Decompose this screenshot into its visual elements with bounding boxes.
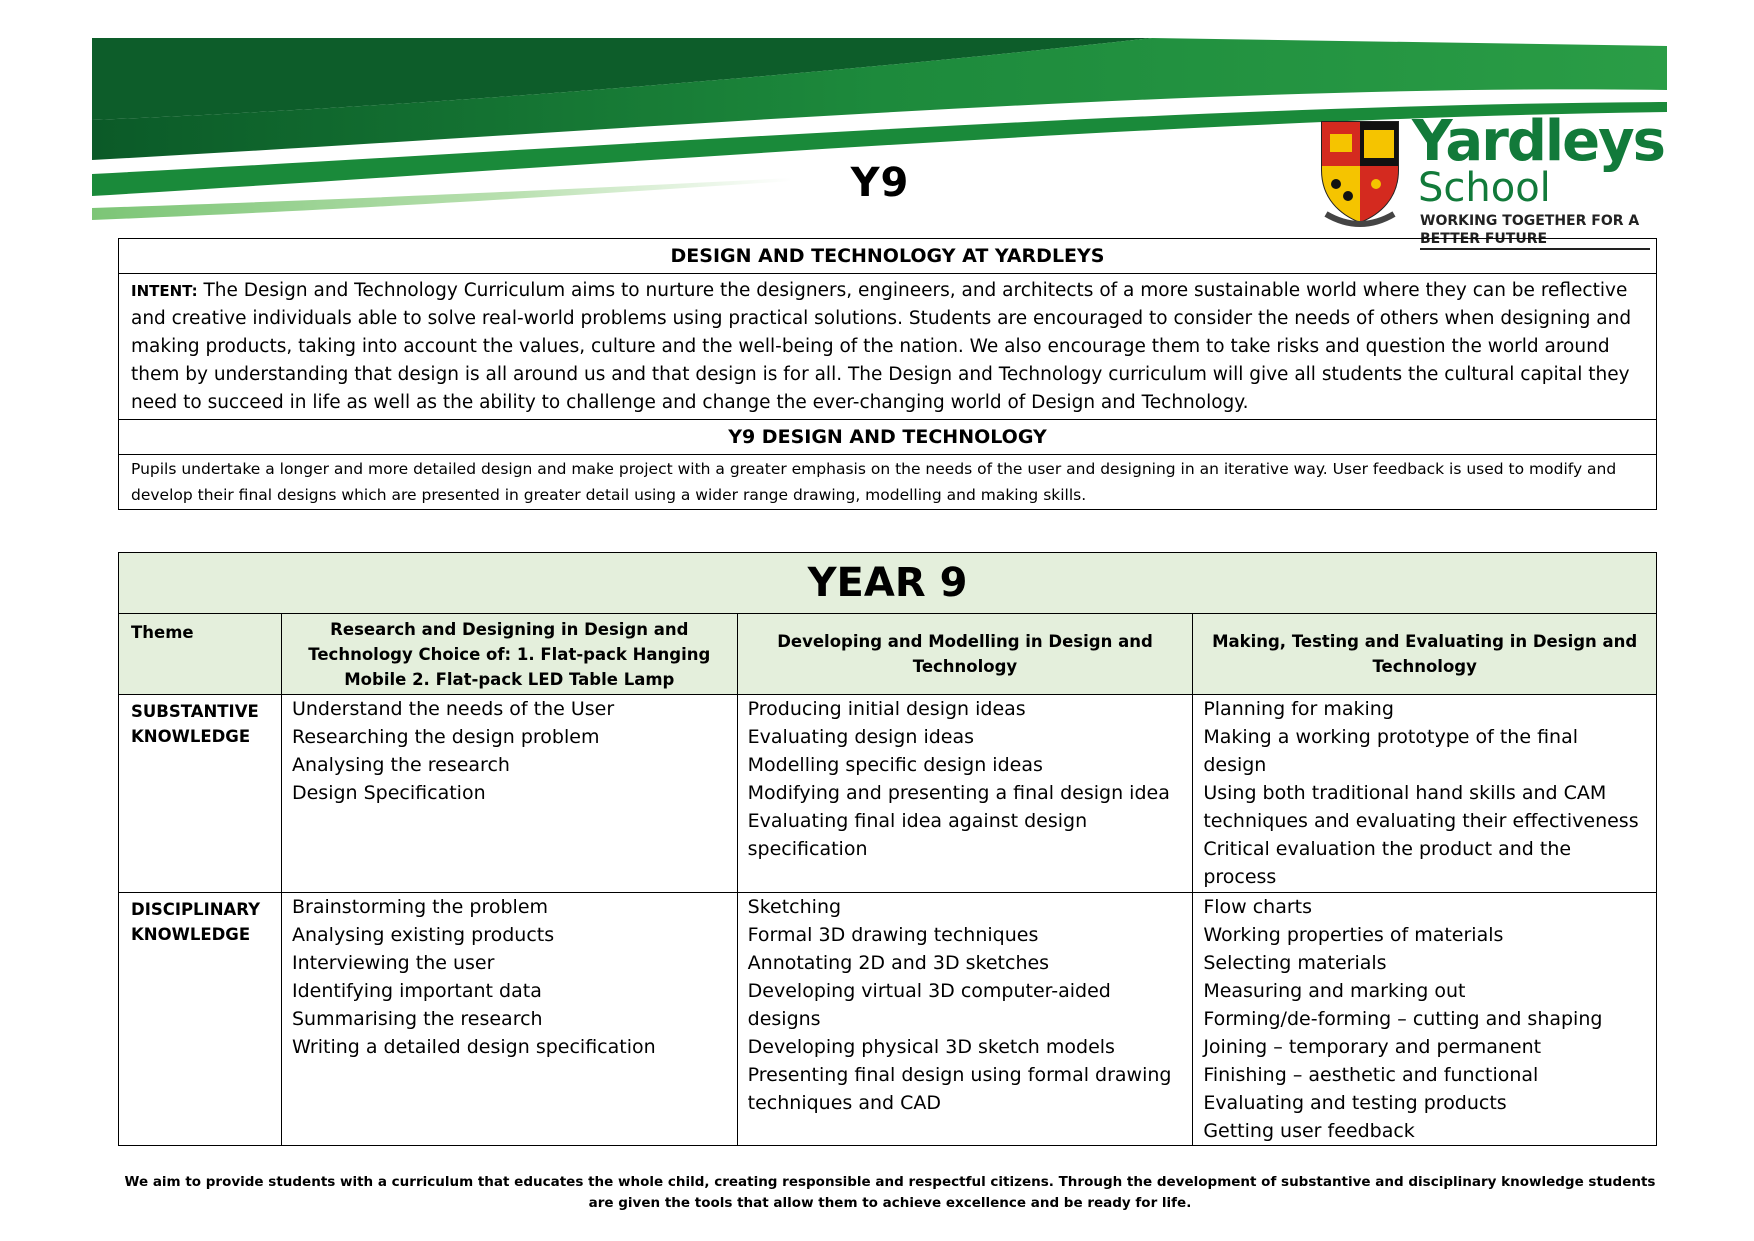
cell-list (1193, 893, 1657, 1146)
list-item: Finishing – aesthetic and functional (1203, 1064, 1539, 1086)
list-item: Evaluating final idea against design specification (747, 810, 1088, 860)
list-item: Flow charts (1203, 896, 1313, 918)
school-crest-icon (1320, 118, 1400, 228)
list-item: Planning for making (1203, 698, 1394, 720)
list-item: Developing physical 3D sketch models (747, 1036, 1115, 1058)
logo-sub: School (1418, 165, 1551, 211)
list-item: Interviewing the user (291, 952, 495, 974)
footer-statement: We aim to provide students with a curriculum that educates the whole child, creating responsible and respectful citizens. Through the development of substantive and disciplinary knowledge students are given the tools that allow them to achieve excellence and be ready for life. (124, 1174, 1656, 1211)
list-item: Forming/de-forming – cutting and shaping (1203, 1008, 1603, 1030)
list-item: Sketching (747, 896, 842, 918)
header-making: Making, Testing and Evaluating in Design and Technology (1193, 614, 1657, 695)
intent-paragraph (119, 274, 1657, 420)
school-logo (1320, 109, 1664, 247)
intro-heading: DESIGN AND TECHNOLOGY AT YARDLEYS (119, 239, 1657, 274)
list-item: Formal 3D drawing techniques (747, 924, 1039, 946)
row-label: DISCIPLINARY KNOWLEDGE (119, 893, 282, 1146)
table-row (119, 893, 1657, 1146)
header-theme: Theme (119, 614, 282, 695)
cell-list (737, 893, 1193, 1146)
list-item: Working properties of materials (1203, 924, 1504, 946)
curriculum-table (118, 552, 1657, 1146)
list-item: Joining – temporary and permanent (1203, 1036, 1542, 1058)
year-title: YEAR 9 (119, 553, 1657, 614)
list-item: Summarising the research (291, 1008, 543, 1030)
list-item: Researching the design problem (291, 726, 600, 748)
header-developing: Developing and Modelling in Design and Technology (737, 614, 1193, 695)
intent-label: INTENT: (131, 282, 198, 300)
cell-list (281, 695, 737, 893)
page-title: Y9 (850, 160, 910, 206)
list-item: Making a working prototype of the final design (1203, 726, 1578, 776)
header-research: Research and Designing in Design and Technology Choice of: 1. Flat-pack Hanging Mobile 2. Flat-pack LED Table Lamp (281, 614, 737, 695)
list-item: Brainstorming the problem (291, 896, 549, 918)
list-item: Presenting final design using formal drawing techniques and CAD (747, 1064, 1172, 1114)
list-item: Getting user feedback (1203, 1120, 1415, 1142)
intro-table (118, 238, 1657, 510)
row-label: SUBSTANTIVE KNOWLEDGE (119, 695, 282, 893)
intent-text: The Design and Technology Curriculum aims to nurture the designers, engineers, and architects of a more sustainable world where they can be reflective and creative individuals able to solve real-world problems using practical solutions. Students are encouraged to consider the needs of others when designing and making products, taking into account the values, culture and the well-being of the nation. We also encourage them to take risks and question the world around them by understanding that design is all around us and that design is for all. The Design and Technology curriculum will give all students the cultural capital they need to succeed in life as well as the ability to challenge and change the ever-changing world of Design and Technology. (131, 280, 1632, 413)
list-item: Evaluating design ideas (747, 726, 975, 748)
cell-list (1193, 695, 1657, 893)
list-item: Using both traditional hand skills and CAM techniques and evaluating their effectiveness (1203, 782, 1639, 832)
logo-name: Yardleys (1412, 109, 1664, 174)
list-item: Measuring and marking out (1203, 980, 1466, 1002)
list-item: Understand the needs of the User (291, 698, 615, 720)
y9-heading: Y9 DESIGN AND TECHNOLOGY (119, 420, 1657, 455)
table-row (119, 695, 1657, 893)
list-item: Developing virtual 3D computer-aided designs (747, 980, 1111, 1030)
cell-list (281, 893, 737, 1146)
list-item: Selecting materials (1203, 952, 1387, 974)
list-item: Annotating 2D and 3D sketches (747, 952, 1050, 974)
list-item: Producing initial design ideas (747, 698, 1026, 720)
cell-list (737, 695, 1193, 893)
list-item: Evaluating and testing products (1203, 1092, 1507, 1114)
list-item: Analysing existing products (291, 924, 555, 946)
list-item: Identifying important data (291, 980, 542, 1002)
list-item: Analysing the research (291, 754, 510, 776)
list-item: Modelling specific design ideas (747, 754, 1043, 776)
y9-summary: Pupils undertake a longer and more detailed design and make project with a greater emphasis on the needs of the user and designing in an iterative way. User feedback is used to modify and develop their final designs which are presented in greater detail using a wider range drawing, modelling and making skills. (119, 455, 1657, 510)
list-item: Writing a detailed design specification (291, 1036, 656, 1058)
list-item: Modifying and presenting a final design idea (747, 782, 1170, 804)
list-item: Critical evaluation the product and the process (1203, 838, 1572, 888)
list-item: Design Specification (291, 782, 486, 804)
logo-tagline: WORKING TOGETHER FOR A BETTER FUTURE (1420, 212, 1650, 250)
